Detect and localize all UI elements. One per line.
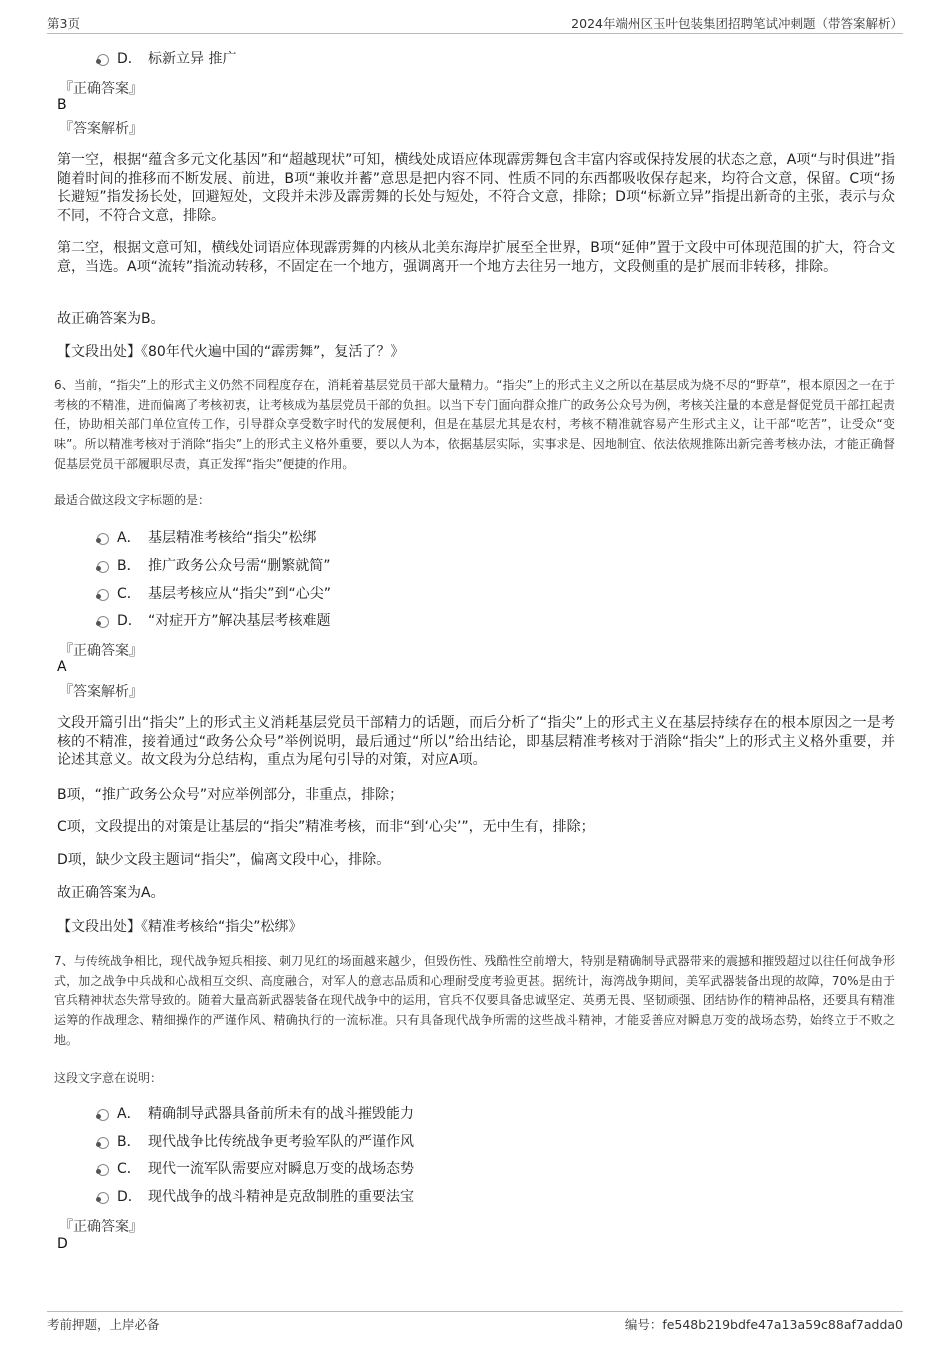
radio-icon[interactable] [97,533,109,545]
page-header [47,12,903,34]
radio-icon[interactable] [97,616,109,628]
q7-answer: D [57,1236,68,1252]
radio-icon[interactable] [97,54,109,66]
q6-analysis-1: 文段开篇引出“指尖”上的形式主义消耗基层党员干部精力的话题，而后分析了“指尖”上的形式主义在基层持续存在的根本原因之一是考核的不精准，接着通过“政务公众号”举例说明，最后通过“所以”给出结论，即基层精准考核对于消除“指尖”上的形式主义格外重要，并论述其意义。故文段为分总结构，重点为尾句引导的对策，对应A项。 [57,715,895,769]
q5-analysis-2: 第二空，根据文意可知，横线处词语应体现霹雳舞的内核从北美东海岸扩展至全世界，B项“延伸”置于文段中可体现范围的扩大，符合文意，当选。A项“流转”指流动转移，不固定在一个地方，强调离开一个地方去往另一地方，文段侧重的是扩展而非转移，排除。 [57,240,895,275]
radio-icon[interactable] [97,1137,109,1149]
q5-analysis-1: 第一空，根据“蕴含多元文化基因”和“超越现状”可知，横线处成语应体现霹雳舞包含丰富内容或保持发展的状态之意，A项“与时俱进”指随着时间的推移而不断发展、前进，B项“兼收并蓄”意思是把内容不同、性质不同的东西都吸收保存起来，均符合文意，保留。C项“扬长避短”指发扬长处，回避短处，文段并未涉及霹雳舞的长处与短处，不符合文意，排除；D项“标新立异”指提出新奇的主张，表示与众不同，不符合文意，排除。 [57,152,895,224]
q5-analysis-label: 『答案解析』 [59,121,143,137]
q6-prompt: 最适合做这段文字标题的是： [54,493,211,507]
q6-question: 6、当前，“指尖”上的形式主义仍然不同程度存在，消耗着基层党员干部大量精力。“指尖”上的形式主义之所以在基层成为烧不尽的“野草”，根本原因之一在于考核的不精准，进而偏离了考核初衷，让考核成为基层党员干部的负担。以当下专门面向群众推广的政务公众号为例，考核关注量的本意是督促党员干部扛起责任，协助相关部门单位宣传工作，引导群众享受数字时代的发展便利，但是在基层尤其是农村，考核不精准就容易产生形式主义，让干部“吃苦”，让受众“变味”。所以精准考核对于消除“指尖”上的形式主义格外重要，要以人为本，依据基层实际，实事求是、因地制宜、依法依规推陈出新完善考核办法，才能正确督促基层党员干部履职尽责，真正发挥“指尖”便捷的作用。 [54,378,895,471]
q6-answer: A [57,659,67,675]
q6-analysis-2: B项，“推广政务公众号”对应举例部分，非重点，排除； [57,787,404,803]
q6-analysis-3: C项，文段提出的对策是让基层的“指尖”精准考核，而非“到‘心尖’”，无中生有，排除； [57,819,595,835]
radio-icon[interactable] [97,589,109,601]
q5-answer: B [57,97,67,113]
q6-analysis-4: D项，缺少文段主题词“指尖”，偏离文段中心，排除。 [57,852,391,868]
q5-source: 【文段出处】《80年代火遍中国的“霹雳舞”，复活了？》 [57,344,405,360]
q6-analysis-label: 『答案解析』 [59,684,143,700]
radio-icon[interactable] [97,1164,109,1176]
footer-slogan: 考前押题，上岸必备 [47,1317,160,1332]
q6-source: 【文段出处】《精准考核给“指尖”松绑》 [57,919,303,935]
radio-icon[interactable] [97,1109,109,1121]
q6-conclusion: 故正确答案为A。 [57,885,165,901]
radio-icon[interactable] [97,1192,109,1204]
q7-prompt: 这段文字意在说明： [54,1071,163,1085]
q7-answer-label: 『正确答案』 [59,1219,143,1235]
radio-icon[interactable] [97,561,109,573]
q5-conclusion: 故正确答案为B。 [57,311,165,327]
document-id: 编号：fe548b219bdfe47a13a59c88af7adda0 [624,1317,903,1332]
page-footer [47,1311,903,1334]
q5-answer-label: 『正确答案』 [59,81,143,97]
document-title: 2024年端州区玉叶包装集团招聘笔试冲刺题（带答案解析） [571,16,903,31]
q6-answer-label: 『正确答案』 [59,643,143,659]
page-number: 第3页 [47,16,80,31]
q7-question: 7、与传统战争相比，现代战争短兵相接、刺刀见红的场面越来越少，但毁伤性、残酷性空前增大，特别是精确制导武器带来的震撼和摧毁超过以往任何战争形式，加之战争中兵战和心战相互交织、高度融合，对军人的意志品质和心理耐受度考验更甚。据统计，海湾战争期间，美军武器装备出现的故障，70%是由于官兵精神状态失常导致的。随着大量高新武器装备在现代战争中的运用，官兵不仅要具备忠诚坚定、英勇无畏、坚韧顽强、团结协作的精神品格，还要具有精准运筹的作战理念、精细操作的严谨作风、精确执行的一流标准。只有具备现代战争所需的这些战斗精神，才能妥善应对瞬息万变的战场态势，始终立于不败之地。 [54,954,895,1047]
